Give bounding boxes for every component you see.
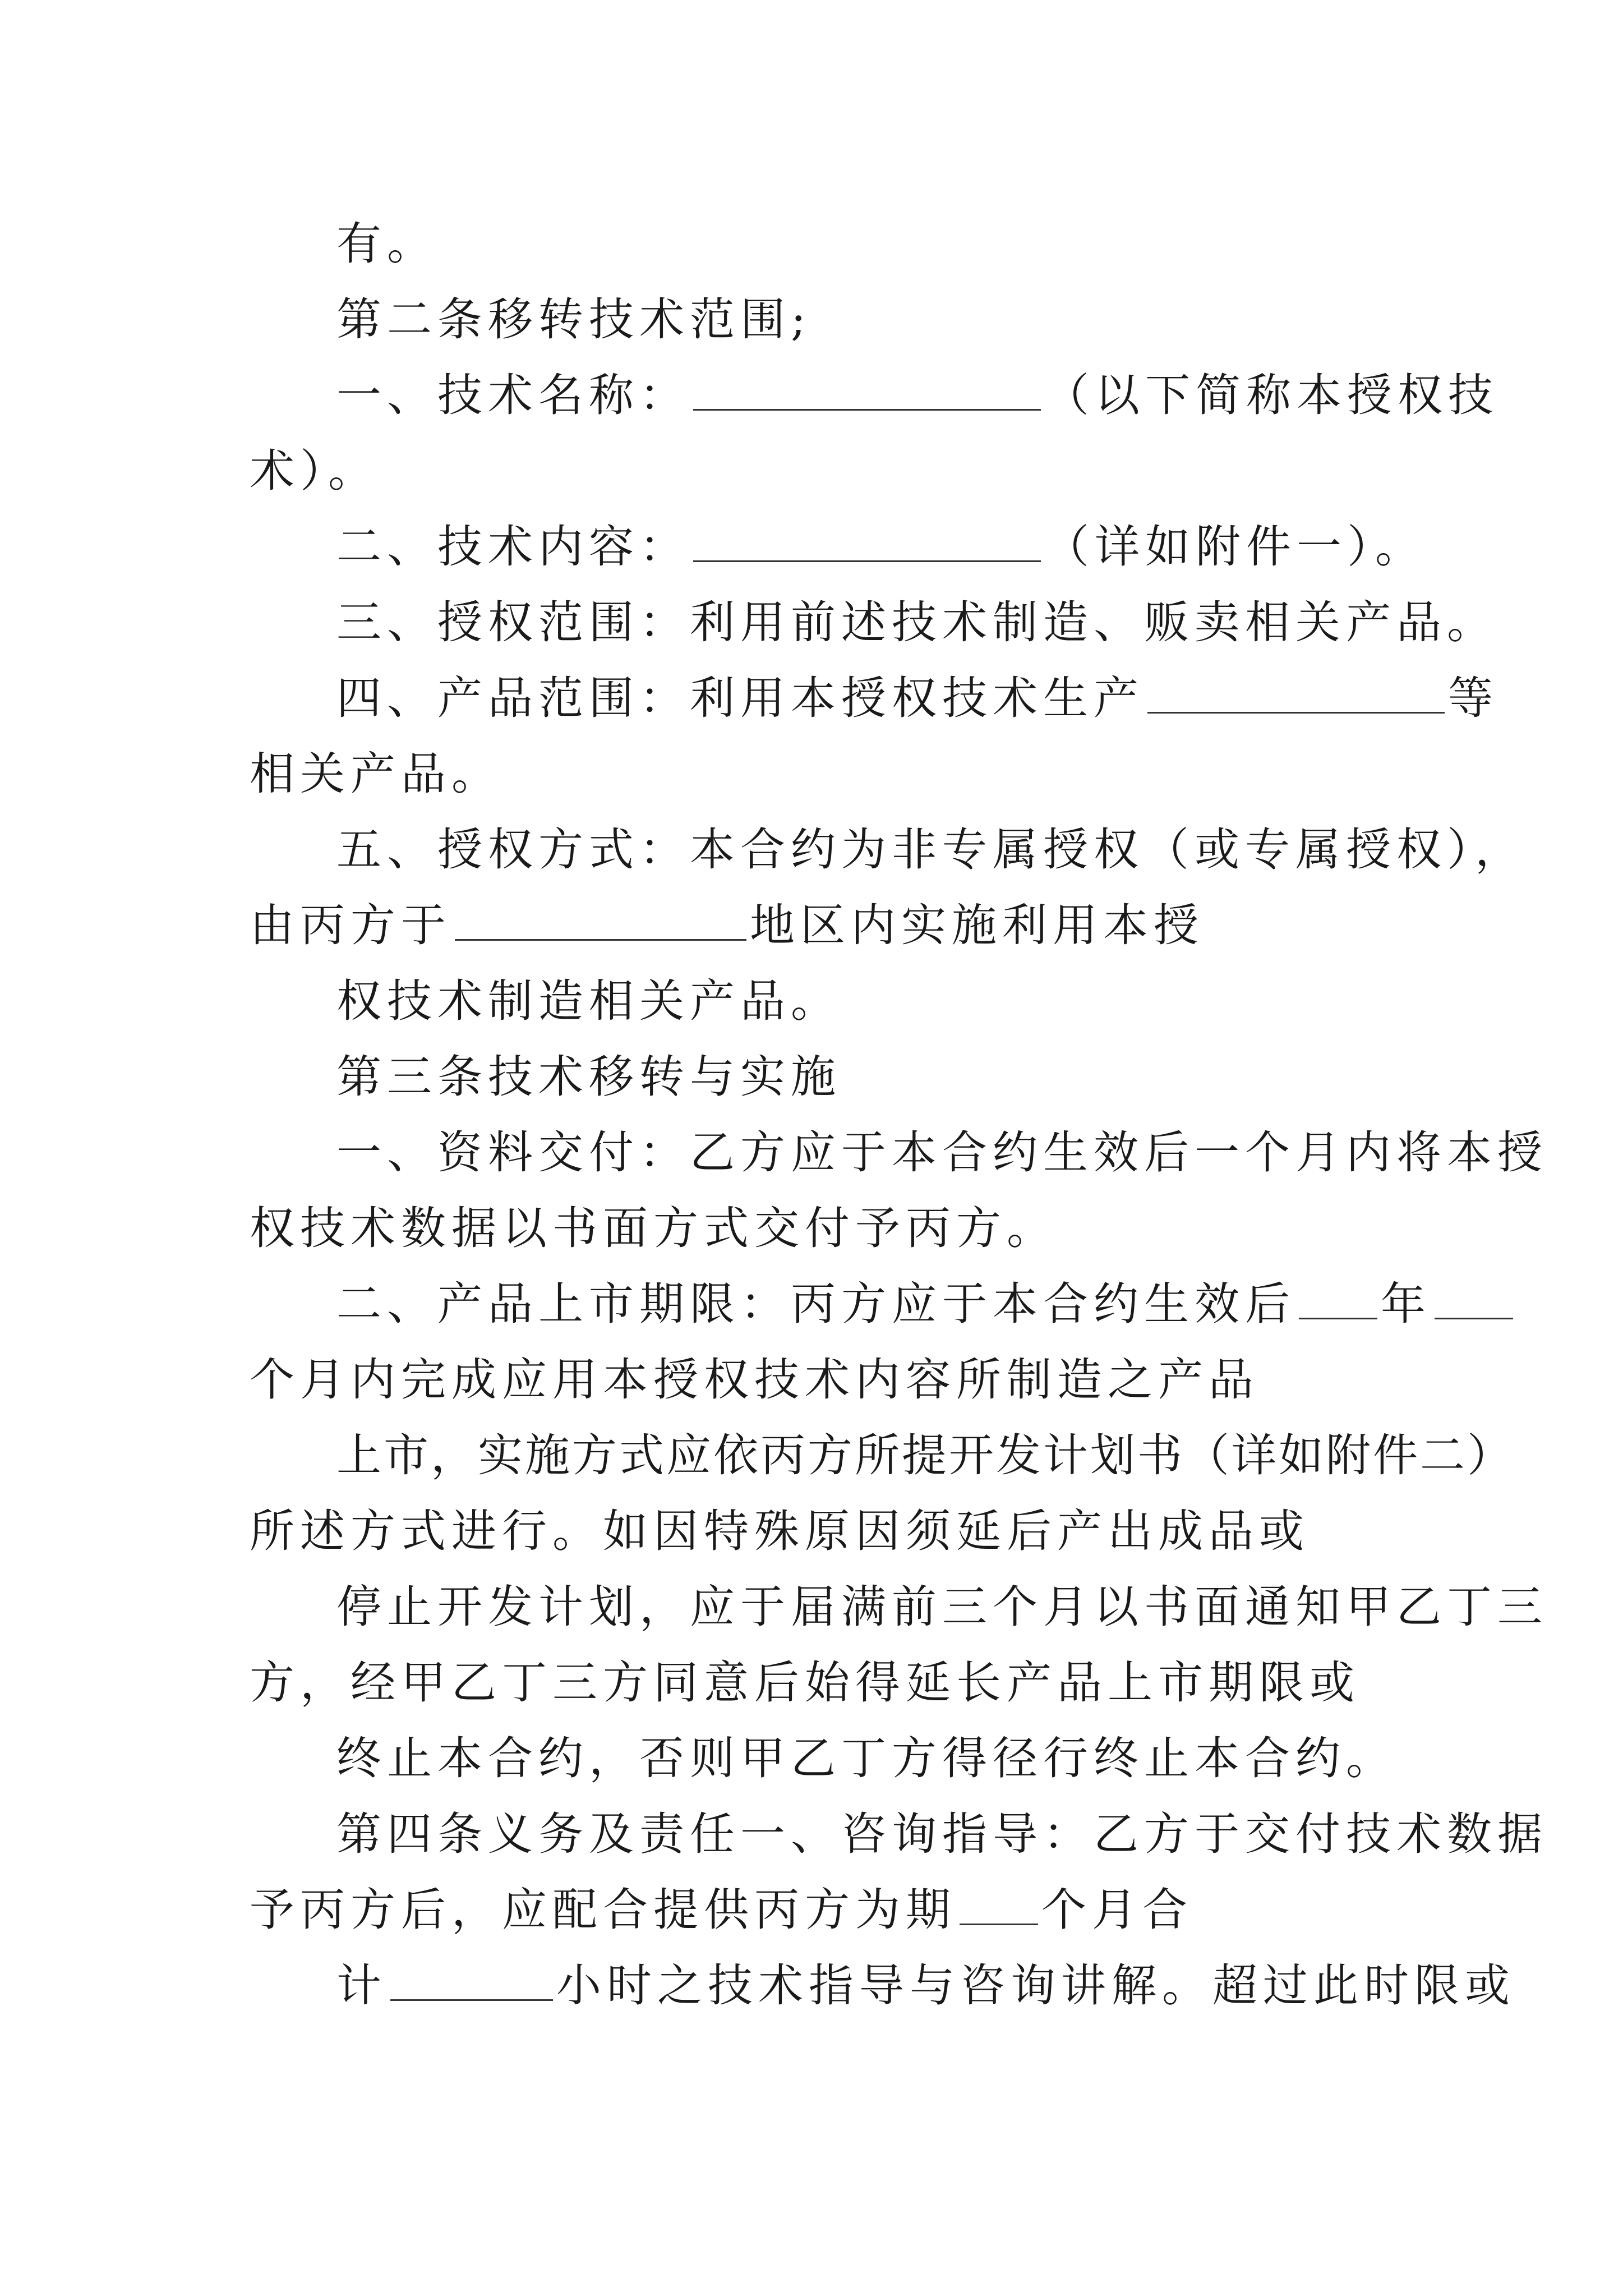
line-text: 相关产品。 — [250, 748, 502, 800]
line-text: 所述方式进行。如因特殊原因须延后产出成品或 — [250, 1505, 1310, 1557]
line-text: 方，经甲乙丁三方同意后始得延长产品上市期限或 — [250, 1657, 1360, 1709]
line-text: 有。 — [336, 218, 437, 270]
line-text: 地区内实施利用本授 — [750, 899, 1204, 951]
line-text: 年 — [1381, 1278, 1431, 1330]
line-text: 第四条义务及责任一、咨询指导：乙方于交付技术数据 — [336, 1808, 1548, 1860]
text-line — [336, 1125, 1548, 1181]
line-text: 权技术制造相关产品。 — [336, 975, 841, 1027]
text-line — [336, 1958, 1515, 2014]
text-line — [250, 443, 1377, 499]
text-line — [250, 1200, 1377, 1257]
text-line — [250, 746, 1377, 802]
section-heading — [336, 292, 1377, 348]
line-text: 一、资料交付：乙方应于本合约生效后一个月内将本授 — [336, 1126, 1548, 1179]
fill-in-blank — [1299, 1277, 1377, 1319]
line-text: 四、产品范围：利用本授权技术生产 — [336, 672, 1144, 724]
line-text: 二、产品上市期限：丙方应于本合约生效后 — [336, 1278, 1295, 1330]
text-line — [336, 1428, 1514, 1484]
fill-in-blank — [693, 369, 1041, 411]
line-text: 予丙方后，应配合提供丙方为期 — [250, 1884, 956, 1936]
fill-in-blank — [455, 899, 746, 941]
line-text: 第二条移转技术范围; — [336, 293, 811, 346]
line-text: 停止开发计划，应于届满前三个月以书面通知甲乙丁三 — [336, 1581, 1548, 1633]
text-line — [250, 1655, 1377, 1711]
text-line — [336, 595, 1497, 651]
fill-in-blank — [1435, 1277, 1513, 1319]
line-text: 上市，实施方式应依丙方所提开发计划书（详如附件二） — [336, 1429, 1514, 1481]
text-line — [336, 216, 1377, 272]
line-text: 权技术数据以书面方式交付予丙方。 — [250, 1202, 1057, 1254]
text-line — [336, 670, 1498, 726]
text-line — [336, 519, 1426, 575]
line-text: 第三条技术移转与实施 — [336, 1051, 841, 1103]
text-line — [250, 1352, 1377, 1408]
text-line — [250, 1503, 1377, 1559]
line-text: 一、技术名称： — [336, 369, 690, 421]
text-line — [336, 1579, 1548, 1635]
text-line — [336, 1276, 1431, 1332]
line-text: 术）。 — [250, 445, 379, 497]
line-text: 计 — [336, 1959, 387, 2012]
text-line — [336, 973, 1377, 1029]
line-text: 小时之技术指导与咨询讲解。超过此时限或 — [556, 1959, 1515, 2012]
line-text: 终止本合约，否则甲乙丁方得径行终止本合约。 — [336, 1732, 1396, 1784]
line-text: （以下简称本授权技 — [1044, 369, 1498, 421]
text-line — [336, 822, 1525, 878]
section-heading — [336, 1806, 1548, 1862]
line-text: 由丙方于 — [250, 899, 451, 951]
line-text: 等 — [1448, 672, 1498, 724]
section-heading — [336, 1049, 1377, 1105]
fill-in-blank — [693, 520, 1041, 562]
line-text: 个月合 — [1041, 1884, 1193, 1936]
fill-in-blank — [1147, 671, 1445, 714]
line-text: 二、技术内容： — [336, 521, 690, 573]
text-line — [336, 367, 1498, 424]
line-text: 三、授权范围：利用前述技术制造、贩卖相关产品。 — [336, 596, 1497, 648]
line-text: 五、授权方式：本合约为非专属授权（或专属授权）， — [336, 823, 1525, 876]
text-line — [250, 1882, 1377, 1938]
fill-in-blank — [960, 1883, 1038, 1925]
line-text: （详如附件一）。 — [1044, 521, 1426, 573]
line-text: 个月内完成应用本授权技术内容所制造之产品 — [250, 1354, 1259, 1406]
text-line — [250, 898, 1377, 954]
fill-in-blank — [390, 1959, 553, 2001]
text-line — [336, 1731, 1396, 1787]
